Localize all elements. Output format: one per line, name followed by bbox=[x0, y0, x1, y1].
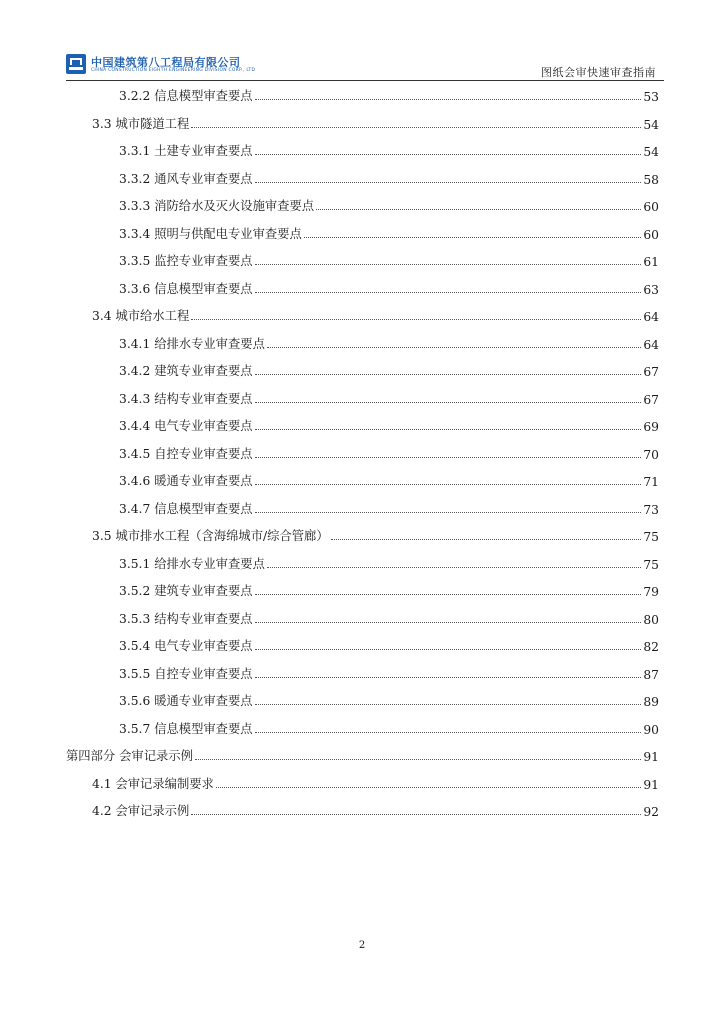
toc-entry-label: 3.4.3 结构专业审查要点 bbox=[119, 391, 253, 406]
company-name-cn: 中国建筑第八工程局有限公司 bbox=[91, 56, 241, 69]
guide-title: 图纸会审快速审查指南 bbox=[541, 66, 656, 79]
toc-entry[interactable] bbox=[119, 334, 659, 352]
toc-entry-label: 3.4.2 建筑专业审查要点 bbox=[119, 364, 253, 378]
toc-entry-label: 3.3.2 通风专业审查要点 bbox=[119, 171, 253, 186]
toc-entry-page-number: 90 bbox=[643, 722, 659, 737]
toc-dot-leader bbox=[316, 209, 641, 210]
toc-dot-leader bbox=[255, 677, 642, 678]
toc-dot-leader bbox=[216, 787, 642, 788]
toc-entry[interactable] bbox=[119, 169, 659, 187]
toc-dot-leader bbox=[255, 704, 642, 705]
toc-entry-page-number: 80 bbox=[643, 612, 659, 627]
toc-dot-leader bbox=[255, 99, 642, 100]
toc-entry-label: 3.5.3 结构专业审查要点 bbox=[119, 611, 253, 626]
toc-entry-label: 3.3.5 监控专业审查要点 bbox=[119, 254, 253, 268]
toc-entry[interactable] bbox=[119, 609, 659, 627]
toc-dot-leader bbox=[195, 759, 641, 760]
toc-entry-label: 3.4.1 给排水专业审查要点 bbox=[119, 336, 265, 351]
toc-entry[interactable] bbox=[119, 141, 659, 159]
toc-entry-page-number: 71 bbox=[643, 475, 659, 489]
toc-entry-label: 3.3.6 信息模型审查要点 bbox=[119, 281, 253, 296]
toc-entry-page-number: 73 bbox=[643, 502, 659, 517]
toc-entry-page-number: 63 bbox=[643, 282, 659, 297]
toc-dot-leader bbox=[255, 594, 642, 595]
toc-entry[interactable] bbox=[119, 86, 659, 104]
toc-dot-leader bbox=[255, 154, 642, 155]
toc-dot-leader bbox=[255, 457, 642, 458]
toc-entry-label: 3.4.4 电气专业审查要点 bbox=[119, 419, 253, 433]
toc-dot-leader bbox=[191, 127, 641, 128]
toc-entry-page-number: 54 bbox=[643, 117, 659, 132]
toc-entry-page-number: 60 bbox=[643, 200, 659, 214]
toc-entry-label: 3.5.5 自控专业审查要点 bbox=[119, 666, 253, 681]
toc-entry[interactable] bbox=[92, 526, 659, 544]
toc-entry[interactable] bbox=[92, 114, 659, 132]
toc-dot-leader bbox=[255, 374, 642, 375]
toc-entry-label: 3.5.6 暖通专业审查要点 bbox=[119, 694, 253, 708]
toc-entry-label: 3.5.7 信息模型审查要点 bbox=[119, 721, 253, 736]
toc-dot-leader bbox=[267, 567, 641, 568]
toc-entry-page-number: 61 bbox=[643, 255, 659, 269]
toc-dot-leader bbox=[255, 264, 642, 265]
toc-entry[interactable] bbox=[119, 361, 659, 379]
toc-dot-leader bbox=[255, 622, 642, 623]
toc-dot-leader bbox=[331, 539, 642, 540]
toc-entry-page-number: 53 bbox=[643, 90, 659, 104]
toc-entry-page-number: 69 bbox=[643, 420, 659, 434]
toc-entry-page-number: 64 bbox=[643, 337, 659, 352]
toc-entry-page-number: 58 bbox=[643, 172, 659, 187]
toc-entry-page-number: 89 bbox=[643, 695, 659, 709]
cscec-logo-icon bbox=[66, 54, 86, 74]
toc-entry-page-number: 75 bbox=[643, 557, 659, 572]
toc-entry-label: 3.4.5 自控专业审查要点 bbox=[119, 446, 253, 461]
toc-entry-label: 3.4 城市给水工程 bbox=[92, 309, 190, 323]
toc-dot-leader bbox=[255, 402, 642, 403]
toc-entry[interactable] bbox=[92, 306, 659, 324]
toc-entry[interactable] bbox=[92, 801, 659, 819]
toc-dot-leader bbox=[255, 512, 642, 513]
toc-entry-label: 3.4.7 信息模型审查要点 bbox=[119, 501, 253, 516]
toc-entry-page-number: 64 bbox=[643, 310, 659, 324]
toc-entry-label: 4.2 会审记录示例 bbox=[92, 804, 190, 818]
toc-entry[interactable] bbox=[119, 664, 659, 682]
page-header bbox=[66, 52, 664, 80]
toc-entry-page-number: 67 bbox=[643, 392, 659, 407]
toc-entry-page-number: 87 bbox=[643, 667, 659, 682]
toc-entry[interactable] bbox=[119, 196, 659, 214]
toc-entry[interactable] bbox=[119, 224, 659, 242]
toc-entry[interactable] bbox=[66, 746, 659, 764]
toc-entry-page-number: 60 bbox=[643, 227, 659, 242]
toc-entry-label: 3.5.4 电气专业审查要点 bbox=[119, 639, 253, 653]
company-name-en: CHINA CONSTRUCTION EIGHTH ENGINEERING DIVISION CORP., LTD bbox=[91, 68, 256, 73]
toc-entry[interactable] bbox=[119, 416, 659, 434]
toc-entry-label: 3.3.3 消防给水及灭火设施审查要点 bbox=[119, 199, 315, 213]
toc-dot-leader bbox=[255, 429, 642, 430]
toc-entry[interactable] bbox=[119, 499, 659, 517]
toc-entry-label: 3.5.2 建筑专业审查要点 bbox=[119, 584, 253, 598]
toc-dot-leader bbox=[255, 484, 642, 485]
toc-entry-page-number: 82 bbox=[643, 640, 659, 654]
toc-entry-page-number: 70 bbox=[643, 447, 659, 462]
toc-entry[interactable] bbox=[119, 719, 659, 737]
toc-entry-label: 3.4.6 暖通专业审查要点 bbox=[119, 474, 253, 488]
toc-entry-page-number: 91 bbox=[643, 777, 659, 792]
toc-entry-label: 3.3.4 照明与供配电专业审查要点 bbox=[119, 226, 302, 241]
toc-entry[interactable] bbox=[119, 251, 659, 269]
toc-entry[interactable] bbox=[119, 389, 659, 407]
toc-entry-label: 第四部分 会审记录示例 bbox=[66, 749, 193, 763]
toc-entry[interactable] bbox=[119, 691, 659, 709]
toc-entry[interactable] bbox=[119, 279, 659, 297]
toc-entry[interactable] bbox=[119, 581, 659, 599]
toc-entry[interactable] bbox=[119, 554, 659, 572]
toc-entry-page-number: 67 bbox=[643, 365, 659, 379]
page-number: 2 bbox=[358, 940, 366, 951]
header-divider bbox=[66, 80, 664, 81]
toc-entry[interactable] bbox=[119, 444, 659, 462]
toc-dot-leader bbox=[255, 182, 642, 183]
toc-entry-label: 3.3 城市隧道工程 bbox=[92, 116, 190, 131]
toc-entry-label: 3.2.2 信息模型审查要点 bbox=[119, 89, 253, 103]
toc-dot-leader bbox=[255, 292, 642, 293]
toc-dot-leader bbox=[191, 319, 641, 320]
toc-dot-leader bbox=[191, 814, 641, 815]
toc-entry-page-number: 91 bbox=[643, 750, 659, 764]
toc-dot-leader bbox=[255, 732, 642, 733]
toc-entry-page-number: 79 bbox=[643, 585, 659, 599]
toc-entry-page-number: 92 bbox=[643, 805, 659, 819]
toc-entry-label: 4.1 会审记录编制要求 bbox=[92, 776, 214, 791]
toc-entry[interactable] bbox=[92, 774, 659, 792]
toc-entry-label: 3.5.1 给排水专业审查要点 bbox=[119, 556, 265, 571]
toc-entry[interactable] bbox=[119, 636, 659, 654]
toc-entry-page-number: 75 bbox=[643, 530, 659, 544]
toc-dot-leader bbox=[255, 649, 642, 650]
toc-entry-label: 3.5 城市排水工程（含海绵城市/综合管廊） bbox=[92, 529, 329, 543]
toc-entry-label: 3.3.1 土建专业审查要点 bbox=[119, 144, 253, 158]
toc-dot-leader bbox=[267, 347, 641, 348]
toc-dot-leader bbox=[304, 237, 642, 238]
toc-entry[interactable] bbox=[119, 471, 659, 489]
toc-entry-page-number: 54 bbox=[643, 145, 659, 159]
